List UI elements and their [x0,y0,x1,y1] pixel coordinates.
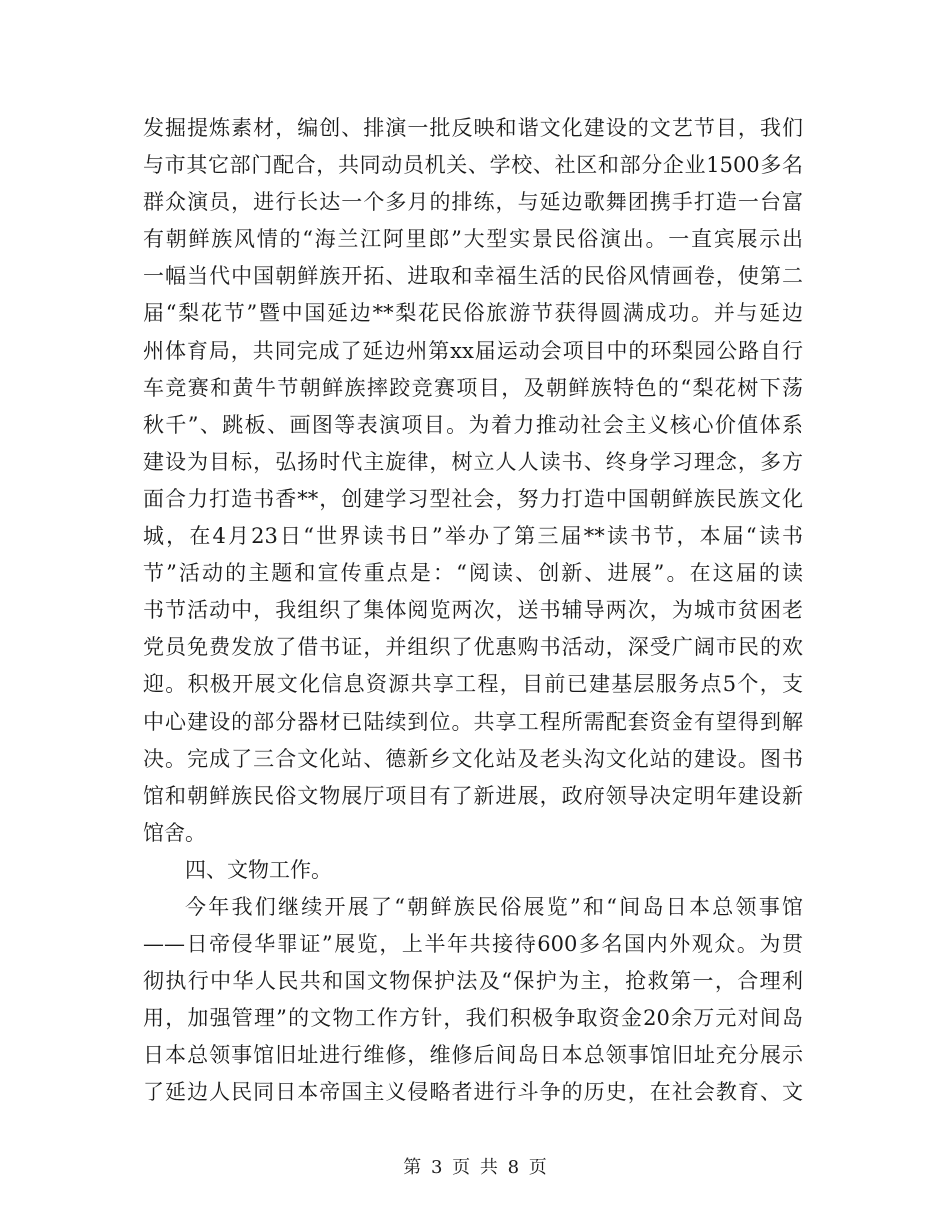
text-line: 城，在4月23日“世界读书日”举办了第三届**读书节，本届“读书 [143,524,803,549]
text-line: 书节活动中，我组织了集体阅览两次，送书辅导两次，为城市贫困老 [143,598,803,623]
text-line: 与市其它部门配合，共同动员机关、学校、社区和部分企业1500多名 [143,153,803,178]
text-line: 党员免费发放了借书证，并组织了优惠购书活动，深受广阔市民的欢 [143,635,803,660]
text-line: 州体育局，共同完成了延边州第xx届运动会项目中的环梨园公路自行 [143,338,803,363]
text-line: 馆舍。 [143,820,206,845]
text-line: 面合力打造书香**，创建学习型社会，努力打造中国朝鲜族民族文化 [143,486,803,511]
text-line: 一幅当代中国朝鲜族开拓、进取和幸福生活的民俗风情画卷，使第二 [143,264,803,289]
text-line: 四、文物工作。 [185,857,332,882]
text-line: 建设为目标，弘扬时代主旋律，树立人人读书、终身学习理念，多方 [143,449,803,474]
text-line: 了延边人民同日本帝国主义侵略者进行斗争的历史，在社会教育、文 [143,1080,803,1105]
text-line: 群众演员，进行长达一个多月的排练，与延边歌舞团携手打造一台富 [143,190,803,215]
text-line: 届“梨花节”暨中国延边**梨花民俗旅游节获得圆满成功。并与延边 [143,301,803,326]
text-line: 迎。积极开展文化信息资源共享工程，目前已建基层服务点5个，支 [143,672,803,697]
text-line: 今年我们继续开展了“朝鲜族民俗展览”和“间岛日本总领事馆 [185,894,803,919]
text-line: 秋千”、跳板、画图等表演项目。为着力推动社会主义核心价值体系 [143,412,803,437]
text-line: 节”活动的主题和宣传重点是：“阅读、创新、进展”。在这届的读 [143,561,803,586]
text-line: 用，加强管理”的文物工作方针，我们积极争取资金20余万元对间岛 [143,1006,803,1031]
text-line: 有朝鲜族风情的“海兰江阿里郎”大型实景民俗演出。一直宾展示出 [143,227,803,252]
text-line: 车竞赛和黄牛节朝鲜族摔跤竞赛项目，及朝鲜族特色的“梨花树下荡 [143,375,803,400]
page-number-footer: 第 3 页 共 8 页 [403,1157,547,1178]
text-line: 决。完成了三合文化站、德新乡文化站及老头沟文化站的建设。图书 [143,746,803,771]
text-line: 馆和朝鲜族民俗文物展厅项目有了新进展，政府领导决定明年建设新 [143,783,803,808]
text-line: ——日帝侵华罪证”展览，上半年共接待600多名国内外观众。为贯 [143,932,803,957]
text-line: 彻执行中华人民共和国文物保护法及“保护为主，抢救第一，合理利 [143,969,803,994]
body-text [143,110,803,1112]
text-line: 日本总领事馆旧址进行维修，维修后间岛日本总领事馆旧址充分展示 [143,1043,803,1068]
text-line: 发掘提炼素材，编创、排演一批反映和谐文化建设的文艺节目，我们 [143,116,803,140]
text-line: 中心建设的部分器材已陆续到位。共享工程所需配套资金有望得到解 [143,709,803,734]
